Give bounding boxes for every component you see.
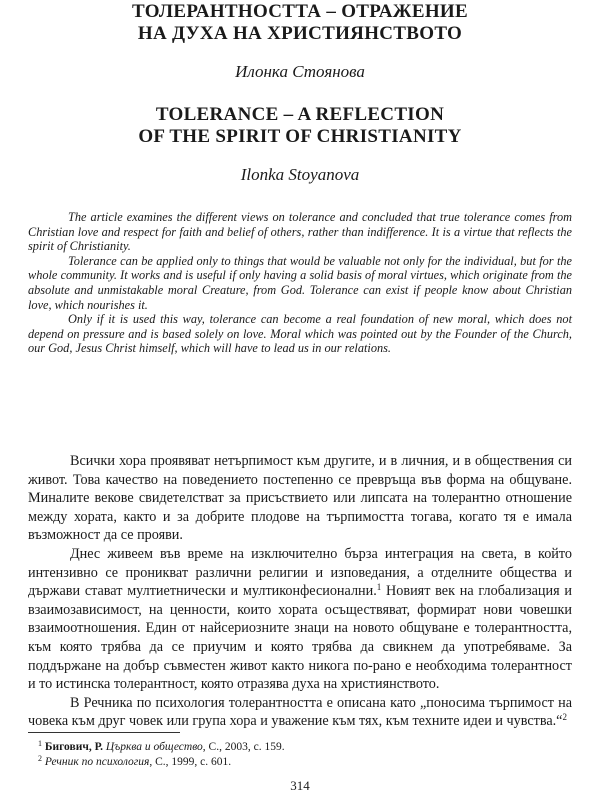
page-number: 314	[290, 778, 310, 793]
body-paragraph-2-text: Днес живеем във време на изключително бърза интеграция на света, в който интензивно се проникват различни религии и изповедания, а отделните общества и държави стават мултиетнически и мултиконфесионални.	[28, 545, 572, 600]
body-paragraph-2-continued: Новият век на глобализация и взаимозависимост, на ценности, които хората осъществяват, формират нови човешки взаимоотношения. Един от найсериозните знаци на новото общуване е толерантността, към която трябва да се приучим и която трябва да свикнем да употребяваме. За поддържане на добър съвместен живот както никога по-рано е необходима толерантност и то истинска толерантност, която отразява духа на християнството.	[28, 583, 572, 693]
footnote-2-details: , С., 1999, с. 601.	[149, 756, 232, 768]
english-title-line-1: TOLERANCE – A REFLECTION	[155, 104, 445, 125]
body-paragraph-1: Всички хора проявяват нетърпимост към другите, и в личния, и в обществения си живот. Това качество на поведението постепенно се превръща във форма на общуване. Миналите векове свидетелстват за присъствието или липсата на толерантно отношение между хората, както и за добрите плодове на търпимостта тогава, когато тя е имала възможност да се прояви.	[28, 453, 572, 544]
abstract	[28, 210, 572, 356]
english-title-line-2: OF THE SPIRIT OF CHRISTIANITY	[138, 126, 462, 147]
footnote-2	[28, 755, 568, 770]
body-paragraph-2	[28, 545, 572, 694]
english-title	[0, 104, 600, 148]
footnote-separator	[28, 732, 180, 733]
footnote-1-details: , С., 2003, с. 159.	[202, 741, 285, 753]
footnote-2-number: 2	[38, 754, 42, 763]
footnote-1-number: 1	[38, 739, 42, 748]
footnote-ref-2[interactable]: 2	[562, 712, 567, 723]
abstract-paragraph-3: Only if it is used this way, tolerance can become a real foundation of new moral, which does not depend on pressure and is based solely on love. Moral which was pointed out by the Founder of the Church, our God, Jesus Christ himself, which will have to lead us in our relations.	[28, 312, 572, 356]
abstract-paragraph-2: Tolerance can be applied only to things that would be valuable not only for the individual, but for the whole community. It works and is useful if only having a solid basis of moral virtues, which originate from the absolute and unmistakable moral Creature, from God. Tolerance can exist if people know about Christian love, which nourishes it.	[28, 253, 572, 312]
main-text	[28, 452, 572, 731]
footnote-1-title: Църква и общество	[105, 741, 203, 753]
english-author: Ilonka Stoyanova	[240, 165, 360, 184]
body-paragraph-3-text: В Речника по психология толерантността е описана като „поносима търпимост на човека към друг човек или група хора и уважение към тях, към техните идеи и чувства.“	[28, 694, 572, 730]
abstract-paragraph-1: The article examines the different views on tolerance and concluded that true tolerance comes from Christian love and respect for faith and belief of others, rather than indifference. It is a virtue that reflects the spirit of Christianity.	[28, 210, 572, 254]
footnotes	[28, 740, 568, 770]
footnote-1-author: Бигович, Р.	[44, 741, 104, 753]
bulgarian-title-line-1: ТОЛЕРАНТНОСТТА – ОТРАЖЕНИЕ	[132, 1, 468, 22]
bulgarian-title	[0, 1, 600, 45]
footnote-1	[28, 740, 568, 755]
footnote-ref-1[interactable]: 1	[376, 582, 382, 593]
bulgarian-title-line-2: НА ДУХА НА ХРИСТИЯНСТВОТО	[137, 23, 463, 44]
body-paragraph-3	[28, 694, 572, 731]
bulgarian-author: Илонка Стоянова	[235, 62, 365, 81]
footnote-2-title: Речник по психология	[44, 756, 150, 768]
